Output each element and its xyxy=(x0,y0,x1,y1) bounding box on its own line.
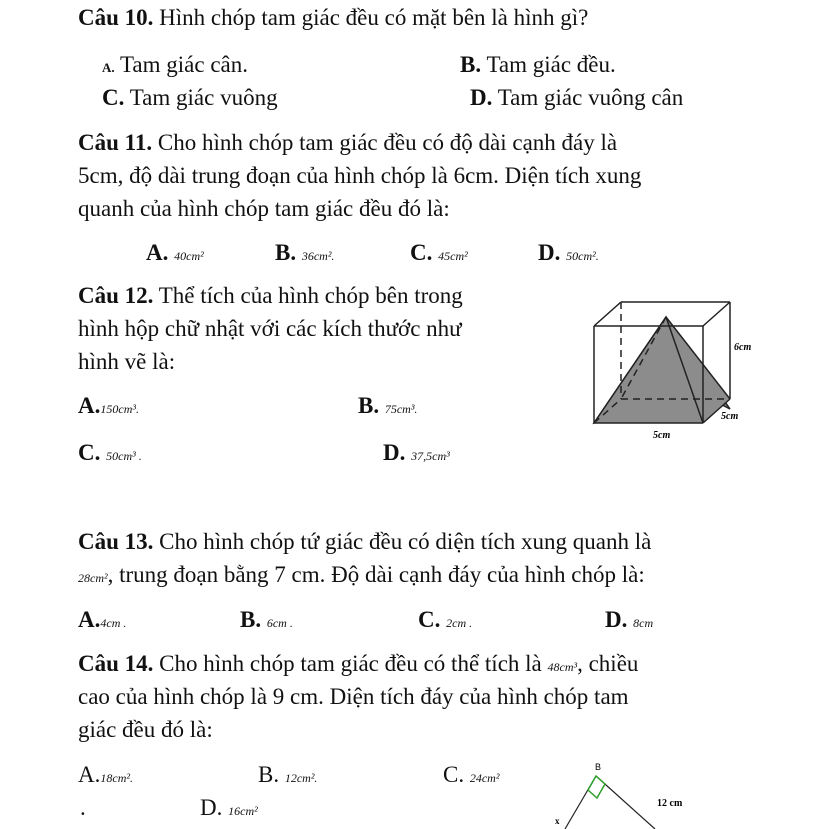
q12-line2: hình hộp chữ nhật với các kích thước như xyxy=(78,316,462,341)
q10-option-a: A. Tam giác cân. xyxy=(102,52,249,77)
q13-line2: 28cm², trung đoạn bằng 7 cm. Độ dài cạnh đáy của hình chóp là: xyxy=(78,562,645,587)
q13-option-c: C. 2cm . xyxy=(418,607,473,632)
q14-stem: Câu 14. Cho hình chóp tam giác đều có thể tích là 48cm³, chiều xyxy=(78,651,639,676)
q12-option-a: A.150cm³. xyxy=(78,393,139,418)
q13-option-b: B. 6cm . xyxy=(240,607,293,632)
height-label: 6cm xyxy=(734,342,752,353)
pyramid-shading xyxy=(594,317,730,423)
q14-option-d: D. 16cm² xyxy=(200,795,258,820)
q12-option-b: B. 75cm³. xyxy=(358,393,418,418)
q14-line3: giác đều đó là: xyxy=(78,717,213,742)
q13-option-a: A.4cm . xyxy=(78,607,127,632)
q14-label: Câu 14. xyxy=(78,651,154,676)
x-label: x xyxy=(555,816,560,826)
q13-option-d: D. 8cm xyxy=(605,607,654,632)
width-label: 5cm xyxy=(653,430,671,441)
q14-option-c: C. 24cm² xyxy=(443,762,500,787)
q11-option-b: B. 36cm². xyxy=(275,240,335,265)
q11-line2: 5cm, độ dài trung đoạn của hình chóp là 6cm. Diện tích xung xyxy=(78,163,642,188)
q12-label: Câu 12. xyxy=(78,283,154,308)
vertex-b-label: B xyxy=(595,762,602,772)
q10-label: Câu 10. xyxy=(78,5,154,30)
q12-option-c: C. 50cm³ . xyxy=(78,440,142,465)
q10-option-c: C. Tam giác vuông xyxy=(102,85,278,110)
q11-option-a: A. 40cm² xyxy=(146,240,204,265)
q12-pyramid-box-figure xyxy=(590,292,770,452)
q12-stem: Câu 12. Thể tích của hình chóp bên trong xyxy=(78,283,463,308)
q12-option-d: D. 37,5cm³ xyxy=(383,440,450,465)
q14-triangle-figure xyxy=(545,758,695,829)
q11-label: Câu 11. xyxy=(78,130,153,155)
q11-line3: quanh của hình chóp tam giác đều đó là: xyxy=(78,196,450,221)
q14-line2: cao của hình chóp là 9 cm. Diện tích đáy của hình chóp tam xyxy=(78,684,629,709)
right-angle-marker xyxy=(588,776,605,798)
q10-option-b: B. Tam giác đều. xyxy=(460,52,616,77)
q11-option-c: C. 45cm² xyxy=(410,240,468,265)
depth-label: 5cm xyxy=(721,411,739,422)
q14-option-a: A.18cm². xyxy=(78,762,133,787)
q13-label: Câu 13. xyxy=(78,529,154,554)
q10-option-d: D. Tam giác vuông cân xyxy=(470,85,684,110)
q14-dot: . xyxy=(80,795,86,820)
q10-text: Hình chóp tam giác đều có mặt bên là hình gì? xyxy=(159,5,589,30)
q11-option-d: D. 50cm². xyxy=(538,240,599,265)
side-12cm-label: 12 cm xyxy=(657,798,683,809)
q10-stem xyxy=(78,2,588,34)
q14-option-b: B. 12cm². xyxy=(258,762,318,787)
q13-stem: Câu 13. Cho hình chóp tứ giác đều có diện tích xung quanh là xyxy=(78,529,652,554)
q12-line3: hình vẽ là: xyxy=(78,349,176,374)
q11-stem: Câu 11. Cho hình chóp tam giác đều có độ dài cạnh đáy là xyxy=(78,130,618,155)
